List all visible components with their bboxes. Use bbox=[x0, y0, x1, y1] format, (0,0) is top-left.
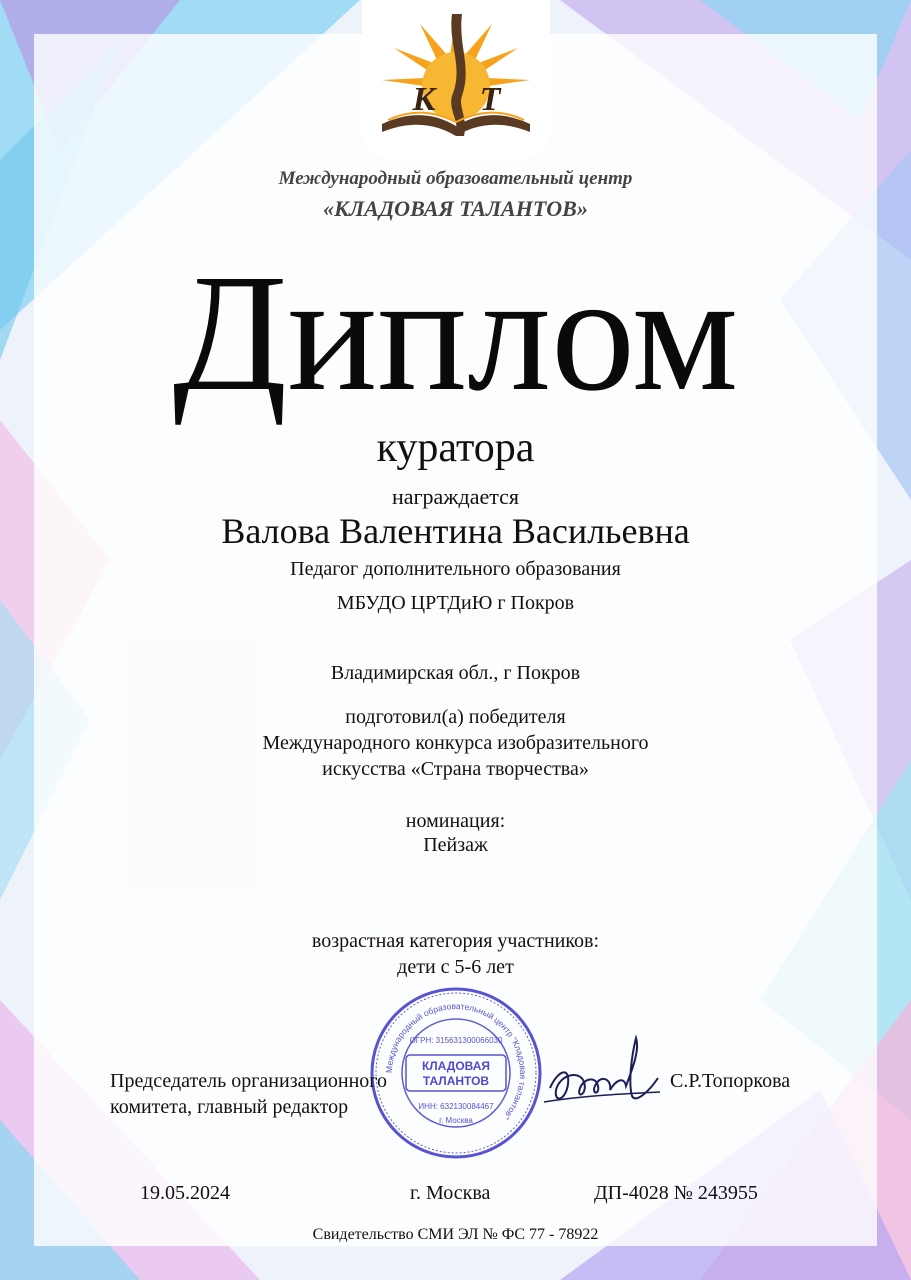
org-name-line2: «КЛАДОВАЯ ТАЛАНТОВ» bbox=[323, 196, 588, 221]
recipient-position: Педагог дополнительного образования bbox=[290, 558, 621, 580]
signatory-name: С.Р.Топоркова bbox=[670, 1070, 791, 1092]
recipient-organization: МБУДО ЦРТДиЮ г Покров bbox=[336, 592, 575, 614]
awarded-label: награждается bbox=[391, 484, 519, 509]
book-sun-logo-icon bbox=[372, 6, 540, 144]
recipient-name: Валова Валентина Васильевна bbox=[221, 511, 690, 551]
diploma-title: Диплом bbox=[172, 240, 739, 426]
stamp-ogrn: ОГРН: 315631300066030 bbox=[409, 1036, 503, 1045]
footer-license: Свидетельство СМИ ЭЛ № ФС 77 - 78922 bbox=[312, 1226, 599, 1243]
footer-city: г. Москва bbox=[410, 1182, 491, 1204]
achievement-line2: Международного конкурса изобразительного bbox=[262, 732, 649, 754]
stamp-center-line1: КЛАДОВАЯ bbox=[421, 1059, 491, 1073]
footer-date: 19.05.2024 bbox=[140, 1182, 230, 1204]
nomination-label: номинация: bbox=[405, 810, 506, 832]
footer-number: ДП-4028 № 243955 bbox=[594, 1182, 758, 1204]
achievement-line1: подготовил(а) победителя bbox=[345, 706, 566, 728]
logo-letter-right: Т bbox=[479, 81, 501, 118]
stamp-inn: ИНН: 632130084467 bbox=[418, 1102, 494, 1111]
logo-letter-left: К bbox=[412, 81, 436, 118]
org-name-line1: Международный образовательный центр bbox=[278, 168, 633, 189]
recipient-location: Владимирская обл., г Покров bbox=[330, 662, 581, 684]
diploma-subtitle: куратора bbox=[376, 425, 535, 471]
stamp-ring-text: Международный образовательный центр "Кладовая талантов" bbox=[383, 1000, 529, 1122]
signatory-title-line1: Председатель организационного bbox=[110, 1070, 388, 1092]
achievement-line3: искусства «Страна творчества» bbox=[322, 758, 589, 780]
signature-icon bbox=[540, 1030, 690, 1120]
signatory-title-line2: комитета, главный редактор bbox=[110, 1096, 349, 1118]
stamp-center-line2: ТАЛАНТОВ bbox=[422, 1074, 490, 1088]
stamp-city: г. Москва bbox=[439, 1116, 473, 1125]
nomination-value: Пейзаж bbox=[423, 834, 488, 856]
age-category-label: возрастная категория участников: bbox=[311, 930, 600, 952]
stamp-seal-icon bbox=[368, 985, 544, 1161]
age-category-value: дети с 5-6 лет bbox=[397, 956, 514, 978]
